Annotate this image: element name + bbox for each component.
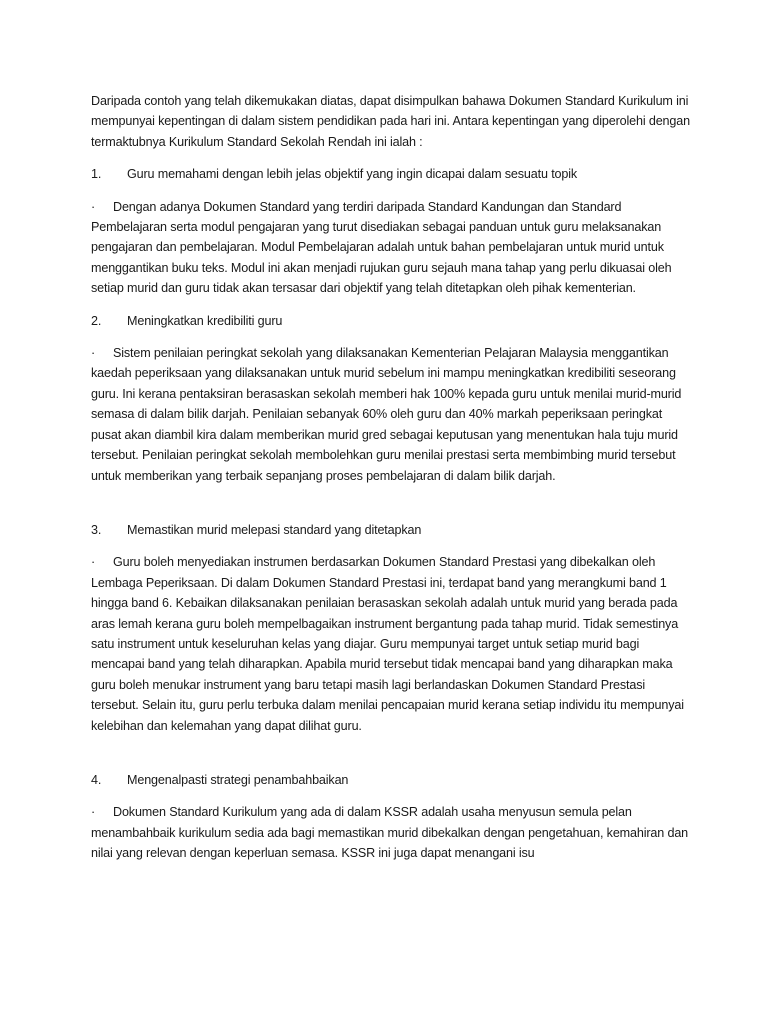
section-heading-1: [91, 164, 691, 184]
section-heading-4: [91, 770, 691, 790]
section-text: Sistem penilaian peringkat sekolah yang dilaksanakan Kementerian Pelajaran Malaysia menggantikan kaedah peperiksaan yang dilaksanakan untuk murid sebelum ini mampu meningkatkan kredibiliti seseorang guru. Ini kerana pentaksiran berasaskan sekolah memberi hak 100% kepada guru untuk menilai murid-murid semasa di dalam bilik darjah. Penilaian sebanyak 60% oleh guru dan 40% markah peperiksaan peringkat pusat akan diambil kira dalam memberikan murid gred sebagai keputusan yang menentukan hala tuju murid tersebut. Penilaian peringkat sekolah membolehkan guru menilai prestasi serta membimbing murid tersebut untuk memberikan yang terbaik sepanjang proses pembelajaran di dalam bilik darjah.: [91, 346, 682, 483]
section-title: Memastikan murid melepasi standard yang ditetapkan: [127, 522, 422, 537]
section-title: Meningkatkan kredibiliti guru: [127, 313, 283, 328]
section-heading-2: [91, 311, 691, 331]
intro-paragraph: Daripada contoh yang telah dikemukakan diatas, dapat disimpulkan bahawa Dokumen Standard Kurikulum ini mempunyai kepentingan di dalam sistem pendidikan pada hari ini. Antara kepentingan yang diperolehi dengan termaktubnya Kurikulum Standard Sekolah Rendah ini ialah :: [91, 94, 690, 149]
section-number: 1.: [91, 167, 102, 182]
document-body: [91, 91, 691, 876]
bullet-symbol: ·: [91, 805, 96, 820]
section-body-2: [91, 343, 691, 486]
section-number: 4.: [91, 772, 102, 787]
bullet-symbol: ·: [91, 199, 96, 214]
section-title: Guru memahami dengan lebih jelas objektif yang ingin dicapai dalam sesuatu topik: [127, 167, 578, 182]
section-text: Guru boleh menyediakan instrumen berdasarkan Dokumen Standard Prestasi yang dibekalkan oleh Lembaga Peperiksaan. Di dalam Dokumen Standard Prestasi ini, terdapat band yang merangkumi band 1 hingga band 6. Kebaikan dilaksanakan penilaian berasaskan sekolah adalah untuk murid yang berada pada aras lemah kerana guru boleh mempelbagaikan instrument bergantung pada tahap murid. Tidak semestinya satu instrument untuk keseluruhan kelas yang diajar. Guru mempunyai target untuk setiap murid bagi mencapai band yang telah diharapkan. Apabila murid tersebut tidak mencapai band yang diharapkan maka guru boleh menukar instrument yang baru tetapi masih lagi berlandaskan Dokumen Standard Prestasi tersebut. Selain itu, guru perlu terbuka dalam menilai pencapaian murid kerana setiap individu itu mempunyai kelebihan dan kelemahan yang dapat dilihat guru.: [91, 555, 684, 733]
section-title: Mengenalpasti strategi penambahbaikan: [127, 772, 349, 787]
spacer: [91, 498, 691, 520]
section-text: Dokumen Standard Kurikulum yang ada di dalam KSSR adalah usaha menyusun semula pelan menambahbaik kurikulum sedia ada bagi memastikan murid dibekalkan dengan pengetahuan, kemahiran dan nilai yang relevan dengan keperluan semasa. KSSR ini juga dapat menangani isu: [91, 805, 689, 861]
spacer: [91, 748, 691, 770]
bullet-symbol: ·: [91, 555, 96, 570]
section-body-1: [91, 197, 691, 299]
section-body-4: [91, 802, 691, 863]
section-number: 3.: [91, 522, 102, 537]
bullet-symbol: ·: [91, 346, 96, 361]
section-heading-3: [91, 520, 691, 540]
section-body-3: [91, 552, 691, 736]
section-text: Dengan adanya Dokumen Standard yang terdiri daripada Standard Kandungan dan Standard Pembelajaran serta modul pengajaran yang turut disediakan sebagai panduan untuk guru melaksanakan pengajaran dan pembelajaran. Modul Pembelajaran adalah untuk bahan pembelajaran untuk murid untuk menggantikan buku teks. Modul ini akan menjadi rujukan guru sejauh mana tahap yang perlu dikuasai oleh setiap murid dan guru tidak akan tersasar dari objektif yang telah ditetapkan oleh pihak kementerian.: [91, 199, 672, 296]
section-number: 2.: [91, 313, 102, 328]
